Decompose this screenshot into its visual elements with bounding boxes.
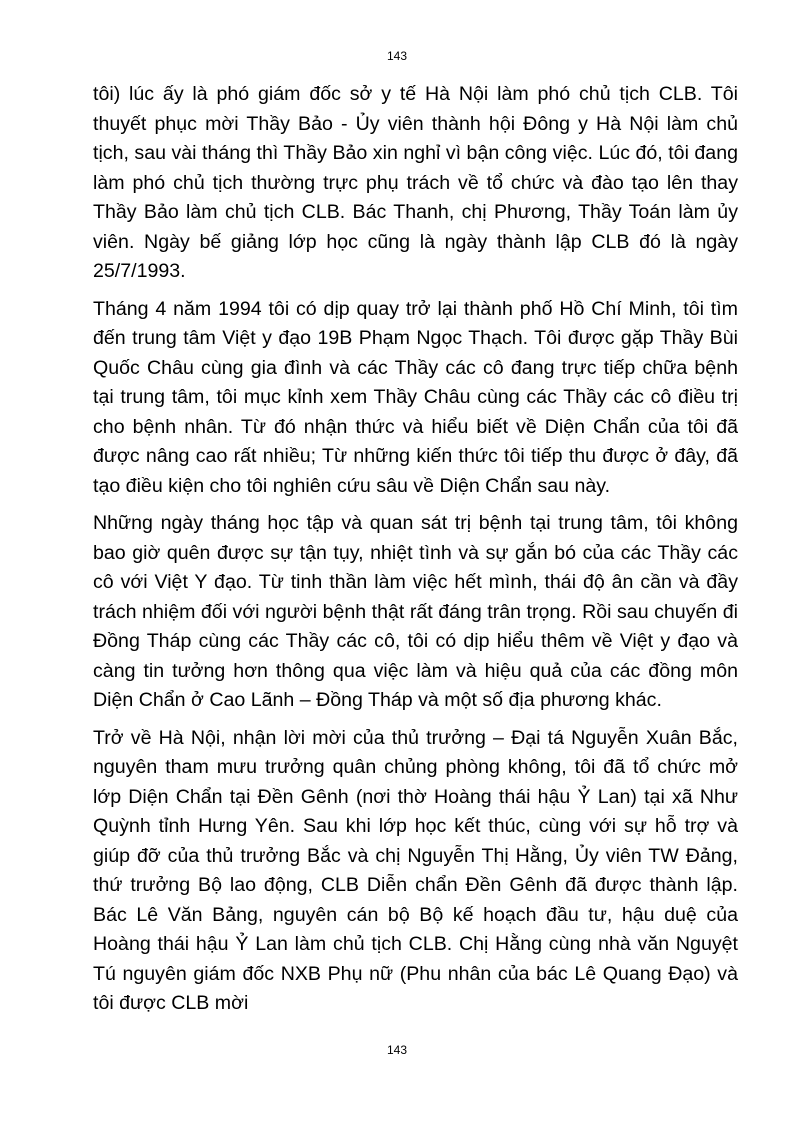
- page-body: [93, 80, 738, 1027]
- paragraph-1: tôi) lúc ấy là phó giám đốc sở y tế Hà Nội làm phó chủ tịch CLB. Tôi thuyết phục mời Thầy Bảo - Ủy viên thành hội Đông y Hà Nội làm chủ tịch, sau vài tháng thì Thầy Bảo xin nghỉ vì bận công việc. Lúc đó, tôi đang làm phó chủ tịch thường trực phụ trách về tổ chức và đào tạo lên thay Thầy Bảo làm chủ tịch CLB. Bác Thanh, chị Phương, Thầy Toán làm ủy viên. Ngày bế giảng lớp học cũng là ngày thành lập CLB đó là ngày 25/7/1993.: [93, 83, 738, 282]
- paragraph-4: Trở về Hà Nội, nhận lời mời của thủ trưởng – Đại tá Nguyễn Xuân Bắc, nguyên tham mưu trưởng quân chủng phòng không, tôi đã tổ chức mở lớp Diện Chẩn tại Đền Gênh (nơi thờ Hoàng thái hậu Ỷ Lan) tại xã Như Quỳnh tỉnh Hưng Yên. Sau khi lớp học kết thúc, cùng với sự hỗ trợ và giúp đỡ của thủ trưởng Bắc và chị Nguyễn Thị Hằng, Ủy viên TW Đảng, thứ trưởng Bộ lao động, CLB Diễn chẩn Đền Gênh đã được thành lập. Bác Lê Văn Bảng, nguyên cán bộ Bộ kế hoạch đầu tư, hậu duệ của Hoàng thái hậu Ỷ Lan làm chủ tịch CLB. Chị Hằng cùng nhà văn Nguyệt Tú nguyên giám đốc NXB Phụ nữ (Phu nhân của bác Lê Quang Đạo) và tôi được CLB mời: [93, 726, 738, 1014]
- paragraph-2: Tháng 4 năm 1994 tôi có dịp quay trở lại thành phố Hồ Chí Minh, tôi tìm đến trung tâm Việt y đạo 19B Phạm Ngọc Thạch. Tôi được gặp Thầy Bùi Quốc Châu cùng gia đình và các Thầy các cô đang trực tiếp chữa bệnh tại trung tâm, tôi mục kỉnh xem Thầy Châu cùng các Thầy các cô điều trị cho bệnh nhân. Từ đó nhận thức và hiểu biết về Diện Chẩn của tôi đã được nâng cao rất nhiều; Từ những kiến thức tôi tiếp thu được ở đây, đã tạo điều kiện cho tôi nghiên cứu sâu về Diện Chẩn sau này.: [93, 297, 738, 497]
- page-number-bottom: 143: [386, 1043, 408, 1057]
- paragraph-3: Những ngày tháng học tập và quan sát trị bệnh tại trung tâm, tôi không bao giờ quên được sự tận tụy, nhiệt tình và sự gắn bó của các Thầy các cô với Việt Y đạo. Từ tinh thần làm việc hết mình, thái độ ân cần và đầy trách nhiệm đối với người bệnh thật rất đáng trân trọng. Rồi sau chuyến đi Đồng Tháp cùng các Thầy các cô, tôi có dịp hiểu thêm về Việt y đạo và càng tin tưởng hơn thông qua việc làm và hiệu quả của các đồng môn Diện Chẩn ở Cao Lãnh – Đồng Tháp và một số địa phương khác.: [93, 512, 738, 711]
- page-number-top: 143: [386, 49, 408, 63]
